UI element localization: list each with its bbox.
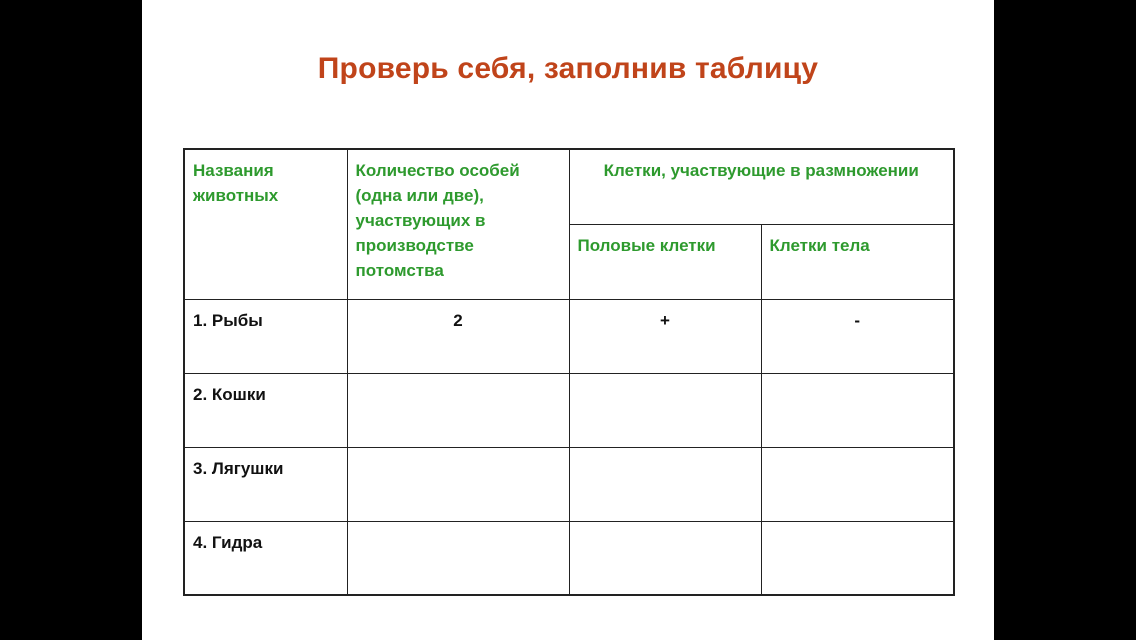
header-individuals-count: Количество особей (одна или две), участвующих в производстве потомства <box>347 149 569 299</box>
header-sex-cells: Половые клетки <box>569 224 761 299</box>
sex-cells-cell: + <box>569 299 761 373</box>
body-cells-cell <box>761 373 954 447</box>
count-cell: 2 <box>347 299 569 373</box>
count-cell <box>347 521 569 595</box>
sex-cells-cell <box>569 447 761 521</box>
header-animal-names: Названия животных <box>184 149 347 299</box>
body-cells-cell <box>761 447 954 521</box>
table-row <box>184 299 954 373</box>
table-row <box>184 373 954 447</box>
header-reproduction-cells: Клетки, участвующие в размножении <box>569 149 954 224</box>
table-row <box>184 447 954 521</box>
body-cells-cell: - <box>761 299 954 373</box>
header-body-cells: Клетки тела <box>761 224 954 299</box>
sex-cells-cell <box>569 521 761 595</box>
animal-name-cell: 2. Кошки <box>184 373 347 447</box>
animal-name-cell: 1. Рыбы <box>184 299 347 373</box>
count-cell <box>347 447 569 521</box>
animal-name-cell: 3. Лягушки <box>184 447 347 521</box>
animals-table <box>183 148 955 596</box>
body-cells-cell <box>761 521 954 595</box>
table-row <box>184 521 954 595</box>
sex-cells-cell <box>569 373 761 447</box>
animal-name-cell: 4. Гидра <box>184 521 347 595</box>
slide-title: Проверь себя, заполнив таблицу <box>317 52 819 85</box>
slide <box>142 0 994 640</box>
count-cell <box>347 373 569 447</box>
